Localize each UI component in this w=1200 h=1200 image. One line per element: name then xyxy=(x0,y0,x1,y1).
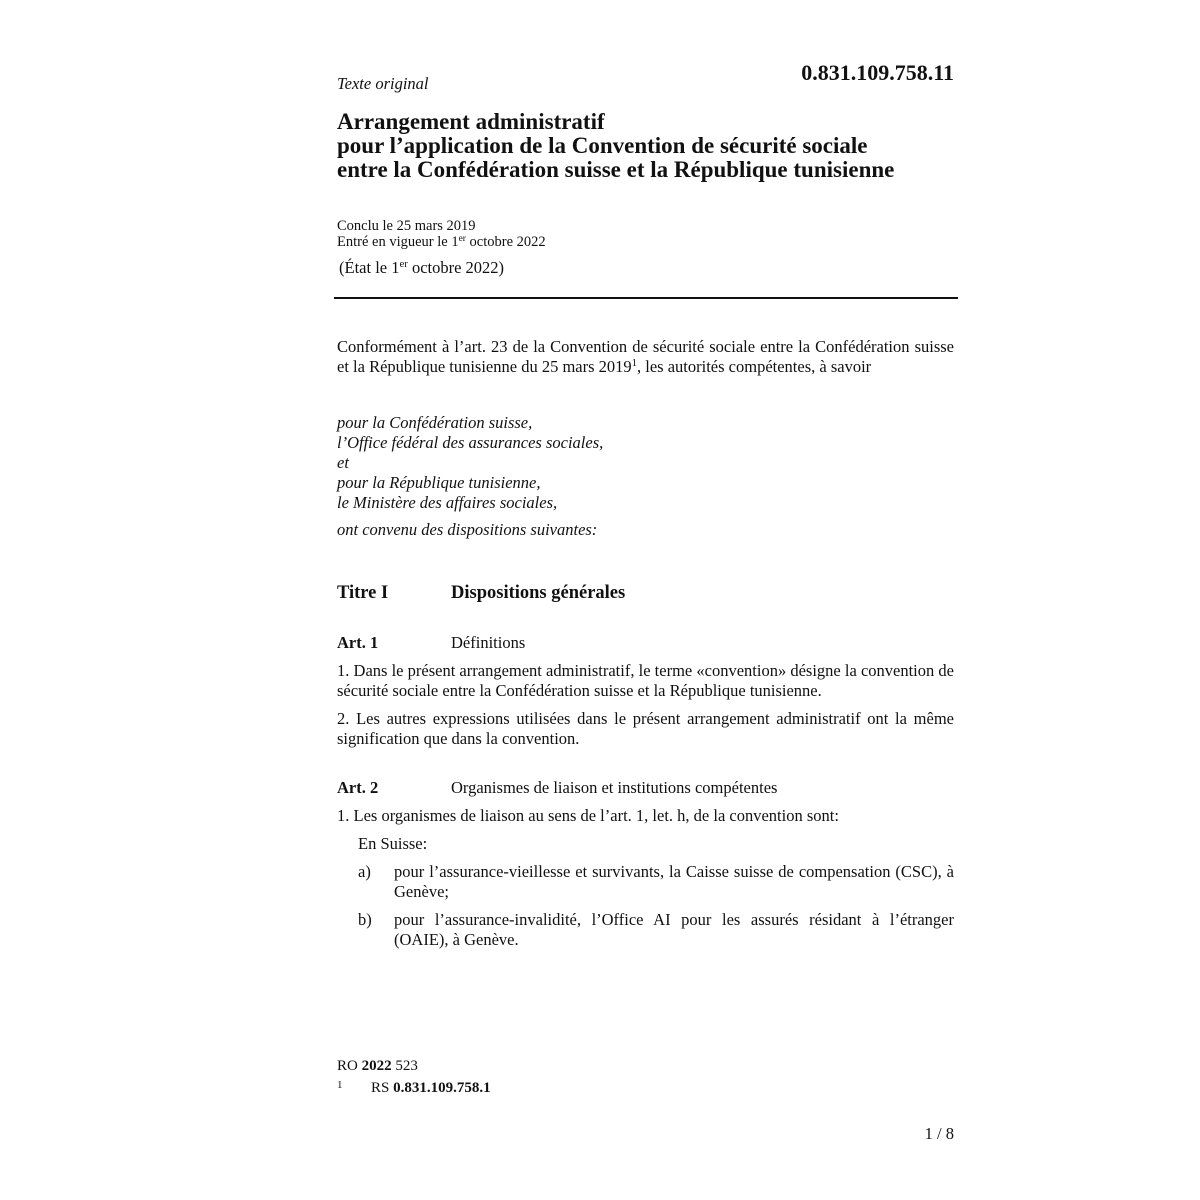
party-line: et xyxy=(337,453,349,472)
footnote-reference[interactable]: 1 xyxy=(631,357,638,370)
document-title xyxy=(337,110,977,182)
title-heading xyxy=(337,583,625,604)
party-line: pour la République tunisienne, xyxy=(337,473,541,492)
agreed-line: ont convenu des dispositions suivantes: xyxy=(337,520,598,539)
title-heading-text: Dispositions générales xyxy=(451,583,626,603)
in-force-date: Entré en vigueur le 1er octobre 2022 xyxy=(337,233,546,250)
article-title: Organismes de liaison et institutions compétentes xyxy=(451,778,778,797)
list-item xyxy=(358,862,954,902)
list-item-text: pour l’assurance-invalidité, l’Office AI pour les assurés résidant à l’étranger (OAIE), à Genève. xyxy=(394,910,954,949)
party-line: pour la Confédération suisse, xyxy=(337,413,533,432)
country-label: En Suisse: xyxy=(358,834,428,853)
footnote-number: 1 xyxy=(337,1079,343,1091)
original-text-label: Texte original xyxy=(337,74,429,93)
footnote-link[interactable]: 0.831.109.758.1 xyxy=(393,1080,491,1096)
list-item xyxy=(358,910,954,950)
article-title: Définitions xyxy=(451,633,526,652)
header-divider xyxy=(334,297,958,299)
ro-reference: RO 2022 523 xyxy=(337,1058,418,1074)
party-line: l’Office fédéral des assurances sociales, xyxy=(337,433,604,452)
article-number: Art. 1 xyxy=(337,633,379,652)
preamble-paragraph: Conformément à l’art. 23 de la Convention de sécurité sociale entre la Confédération suisse et la République tunisienne du 25 mars 2019$^1$, les autorités compétentes, à savoir xyxy=(337,337,954,376)
dates-block xyxy=(337,218,546,250)
article-1-paragraph-2: 2. Les autres expressions utilisées dans le présent arrangement administratif ont la même signification que dans la convention. xyxy=(337,709,954,748)
article-2-heading xyxy=(337,778,777,798)
article-number: Art. 2 xyxy=(337,778,379,797)
title-line-3: entre la Confédération suisse et la République tunisienne xyxy=(337,157,895,182)
title-line-1: Arrangement administratif xyxy=(337,109,605,134)
parties-list xyxy=(337,413,603,513)
party-line: le Ministère des affaires sociales, xyxy=(337,493,558,512)
article-2-paragraph-1: 1. Les organismes de liaison au sens de l’art. 1, let. h, de la convention sont: xyxy=(337,806,839,825)
title-number: Titre I xyxy=(337,583,389,603)
list-item-text: pour l’assurance-vieillesse et survivants, la Caisse suisse de compensation (CSC), à Genève; xyxy=(394,862,954,901)
list-item-letter: b) xyxy=(358,910,372,929)
sr-number: 0.831.109.758.11 xyxy=(801,60,954,85)
article-1-heading xyxy=(337,633,525,653)
title-line-2: pour l’application de la Convention de sécurité sociale xyxy=(337,133,868,158)
list-item-letter: a) xyxy=(358,862,371,881)
footnote: 1 RS 0.831.109.758.1 xyxy=(337,1079,491,1096)
state-date: (État le 1er octobre 2022) xyxy=(339,258,505,277)
page-number: 1 / 8 xyxy=(924,1124,954,1143)
concluded-date: Conclu le 25 mars 2019 xyxy=(337,218,476,234)
article-1-paragraph-1: 1. Dans le présent arrangement administratif, le terme «convention» désigne la convention de sécurité sociale entre la Confédération suisse et la République tunisienne. xyxy=(337,661,954,700)
